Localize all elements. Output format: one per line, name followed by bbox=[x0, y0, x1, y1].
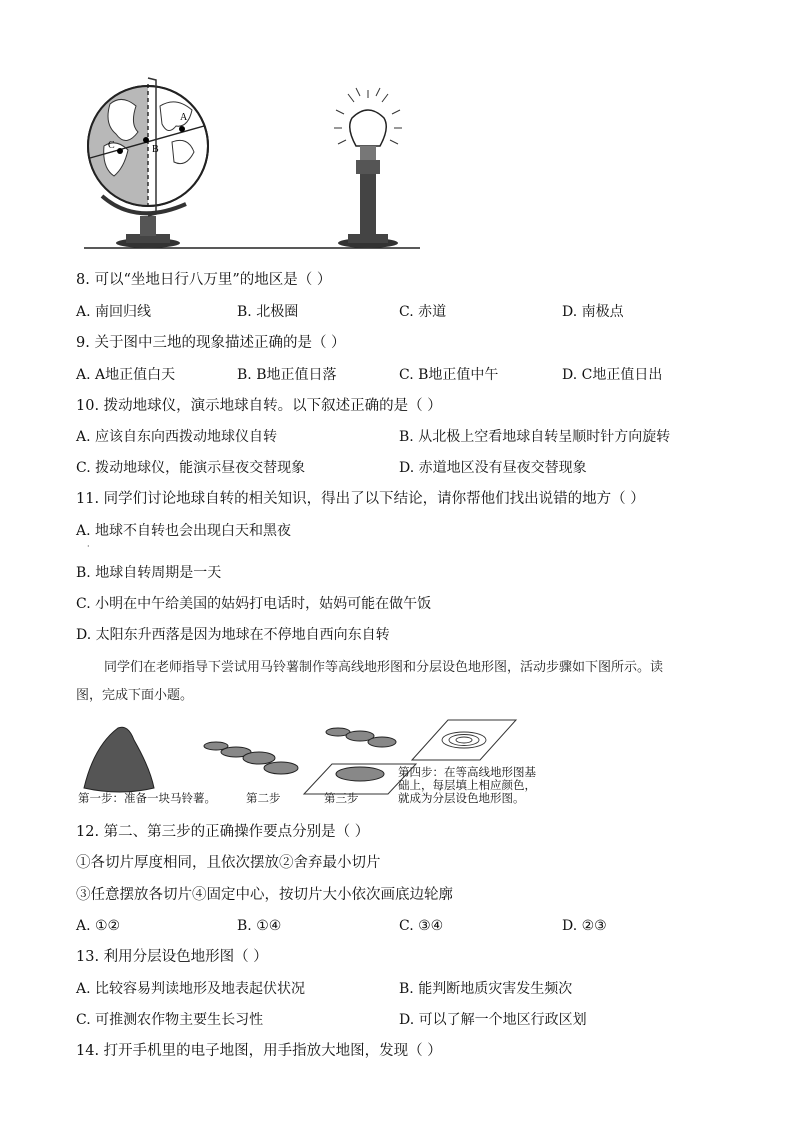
question-11-option-b[interactable]: B. 地球自转周期是一天 bbox=[76, 565, 222, 581]
point-label-c: C bbox=[108, 140, 115, 151]
question-9-option-a[interactable]: A. A地正值白天 bbox=[76, 367, 176, 383]
passage-line-2: 图，完成下面小题。 bbox=[76, 688, 194, 703]
question-14-stem: 14. 打开手机里的电子地图，用手指放大地图，发现（ ） bbox=[76, 1043, 442, 1059]
question-10-option-c[interactable]: C. 拨动地球仪，能演示昼夜交替现象 bbox=[76, 460, 306, 476]
question-9-option-b[interactable]: B. B地正值日落 bbox=[237, 367, 337, 383]
question-12-statement-2: ③任意摆放各切片④固定中心，按切片大小依次画底边轮廓 bbox=[76, 887, 453, 903]
question-11-option-a[interactable]: A. 地球不自转也会出现白天和黑夜 bbox=[76, 523, 292, 539]
question-9-option-c[interactable]: C. B地正值中午 bbox=[399, 367, 499, 383]
question-12-option-a[interactable]: A. ①② bbox=[76, 918, 121, 934]
question-8-stem: 8. 可以“坐地日行八万里”的地区是（ ） bbox=[76, 272, 332, 288]
reading-passage bbox=[76, 658, 716, 706]
question-12-option-b[interactable]: B. ①④ bbox=[237, 918, 282, 934]
question-11-option-d[interactable]: D. 太阳东升西落是因为地球在不停地自西向东自转 bbox=[76, 627, 390, 643]
question-12-statement-1: ①各切片厚度相同，且依次摆放②舍弃最小切片 bbox=[76, 855, 381, 871]
question-13-option-c[interactable]: C. 可推测农作物主要生长习性 bbox=[76, 1012, 264, 1028]
question-11-stem: 11. 同学们讨论地球自转的相关知识，得出了以下结论，请你帮他们找出说错的地方（ ） bbox=[76, 491, 645, 507]
step1-caption: 第一步：准备一块马铃薯。 bbox=[78, 793, 216, 805]
step3-caption: 第三步 bbox=[324, 793, 359, 805]
question-10-option-a[interactable]: A. 应该自东向西拨动地球仪自转 bbox=[76, 429, 278, 445]
question-10-option-d[interactable]: D. 赤道地区没有昼夜交替现象 bbox=[399, 460, 587, 476]
point-label-a: A bbox=[180, 112, 188, 123]
question-8-option-d[interactable]: D. 南极点 bbox=[562, 304, 624, 320]
question-13-option-d[interactable]: D. 可以了解一个地区行政区划 bbox=[399, 1012, 587, 1028]
question-13-option-a[interactable]: A. 比较容易判读地形及地表起伏状况 bbox=[76, 981, 306, 997]
question-8-option-b[interactable]: B. 北极圈 bbox=[237, 304, 299, 320]
globe-lamp-figure bbox=[76, 76, 426, 254]
question-13-option-b[interactable]: B. 能判断地质灾害发生频次 bbox=[399, 981, 573, 997]
question-12-option-c[interactable]: C. ③④ bbox=[399, 918, 444, 934]
question-9-option-d[interactable]: D. C地正值日出 bbox=[562, 367, 663, 383]
question-11-option-c[interactable]: C. 小明在中午给美国的姑妈打电话时，姑妈可能在做午饭 bbox=[76, 596, 432, 612]
potato-steps-figure bbox=[76, 716, 556, 810]
question-8-option-a[interactable]: A. 南回归线 bbox=[76, 304, 152, 320]
question-9-stem: 9. 关于图中三地的现象描述正确的是（ ） bbox=[76, 335, 346, 351]
step4-caption-line-3: 就成为分层设色地形图。 bbox=[398, 793, 525, 805]
question-10-stem: 10. 拨动地球仪，演示地球自转。以下叙述正确的是（ ） bbox=[76, 398, 442, 414]
point-label-b: B bbox=[152, 144, 159, 155]
question-12-stem: 12. 第二、第三步的正确操作要点分别是（ ） bbox=[76, 824, 370, 840]
passage-line-1: 同学们在老师指导下尝试用马铃薯制作等高线地形图和分层设色地形图，活动步骤如下图所示。读 bbox=[104, 660, 664, 675]
step2-caption: 第二步 bbox=[246, 793, 281, 805]
question-8-option-c[interactable]: C. 赤道 bbox=[399, 304, 447, 320]
stray-dot: · bbox=[87, 542, 90, 551]
step4-caption-line-2: 础上，每层填上相应颜色， bbox=[398, 780, 536, 792]
question-13-stem: 13. 利用分层设色地形图（ ） bbox=[76, 949, 268, 965]
question-10-option-b[interactable]: B. 从北极上空看地球自转呈顺时针方向旋转 bbox=[399, 429, 671, 445]
question-12-option-d[interactable]: D. ②③ bbox=[562, 918, 607, 934]
step4-caption-line-1: 第四步：在等高线地形图基 bbox=[398, 767, 536, 779]
